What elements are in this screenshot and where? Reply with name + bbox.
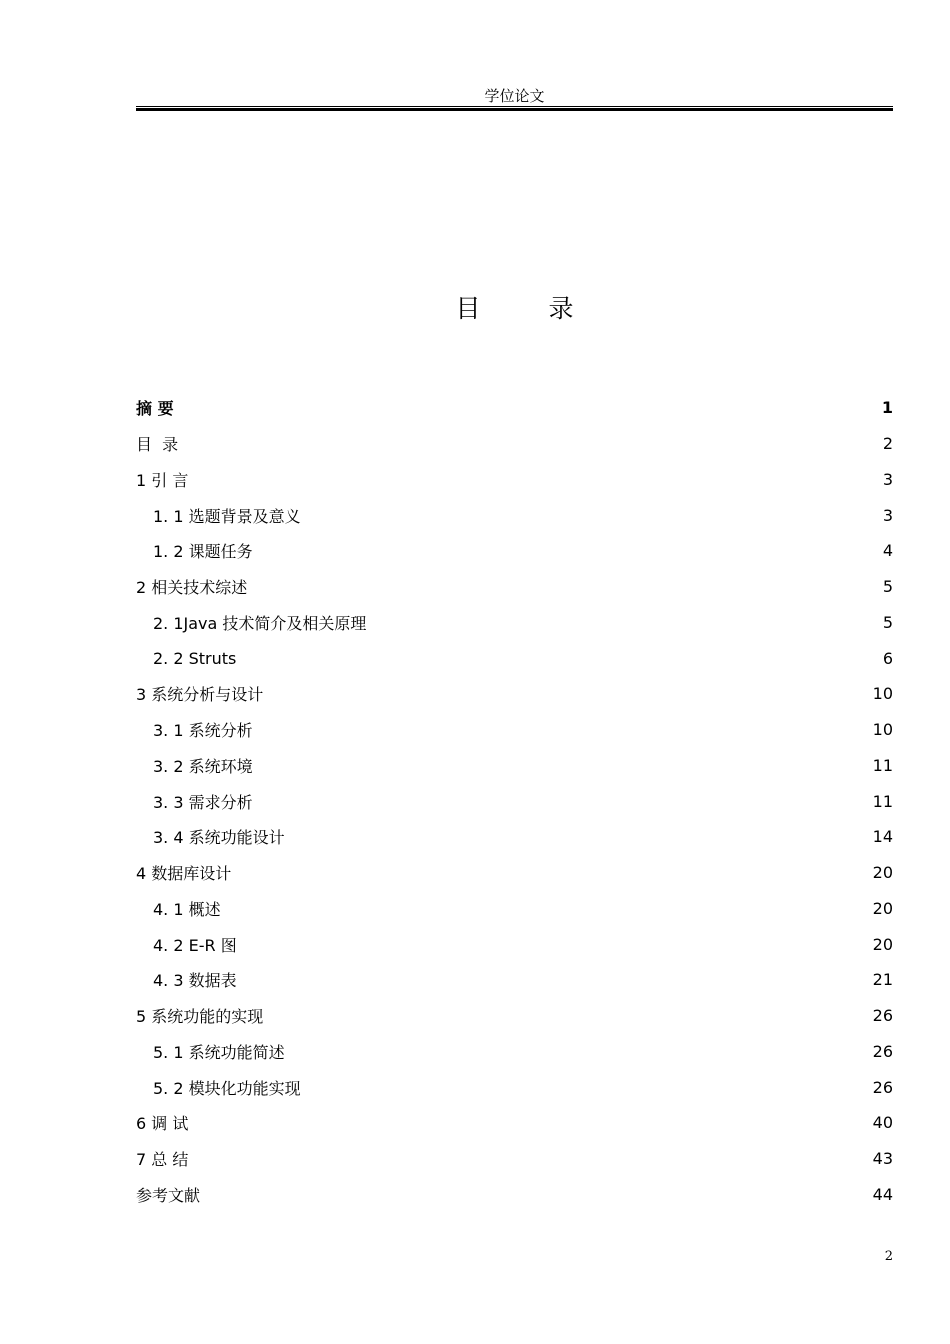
toc-entry-label: 5. 2 模块化功能实现 <box>153 1078 301 1098</box>
toc-entry[interactable] <box>136 569 893 605</box>
toc-entry-page: 10 <box>872 720 893 740</box>
toc-entry-label: 2 相关技术综述 <box>136 578 248 598</box>
toc-entry[interactable] <box>136 605 893 641</box>
toc-entry[interactable] <box>136 426 893 462</box>
toc-entry-page: 20 <box>872 863 893 883</box>
toc-entry-label: 参考文献 <box>136 1185 201 1205</box>
toc-entry-page: 1 <box>881 398 893 418</box>
toc-entry-page: 44 <box>872 1184 893 1204</box>
toc-entry[interactable] <box>136 855 893 891</box>
header-rule-thin <box>136 106 893 107</box>
toc-entry-label: 1. 1 选题背景及意义 <box>153 506 301 526</box>
toc-entry[interactable] <box>136 783 893 819</box>
toc-entry[interactable] <box>136 1177 893 1213</box>
toc-entry[interactable] <box>136 748 893 784</box>
toc-entry-page: 3 <box>882 505 893 525</box>
toc-entry[interactable] <box>136 462 893 498</box>
toc-entry-label: 5. 1 系统功能简述 <box>153 1042 285 1062</box>
toc-entry-label: 4. 2 E-R 图 <box>153 935 237 955</box>
toc-entry[interactable] <box>136 533 893 569</box>
toc-entry-label: 4. 3 数据表 <box>153 971 237 991</box>
toc-entry-label: 4. 1 概述 <box>153 899 221 919</box>
toc-entry-page: 26 <box>872 1006 893 1026</box>
toc-entry[interactable] <box>136 390 893 426</box>
toc-entry-label: 5 系统功能的实现 <box>136 1007 264 1027</box>
running-header: 学位论文 <box>484 87 545 105</box>
toc-entry[interactable] <box>136 1141 893 1177</box>
toc-entry-page: 26 <box>872 1077 893 1097</box>
toc-entry[interactable] <box>136 962 893 998</box>
toc-entry-page: 11 <box>872 755 893 775</box>
toc-entry-page: 14 <box>872 827 893 847</box>
toc-entry[interactable] <box>136 676 893 712</box>
toc-entry-label: 6 调 试 <box>136 1114 189 1134</box>
header-rule-thick <box>136 108 893 111</box>
toc-entry-page: 10 <box>872 684 893 704</box>
toc-entry-label: 3. 1 系统分析 <box>153 721 253 741</box>
toc-entry[interactable] <box>136 998 893 1034</box>
toc-entry-page: 5 <box>882 577 893 597</box>
toc-entry-label: 摘 要 <box>136 399 174 419</box>
toc-entry-label: 3. 3 需求分析 <box>153 792 253 812</box>
toc-title: 目 录 <box>455 294 604 323</box>
toc-entry-page: 3 <box>882 469 893 489</box>
toc-entry[interactable] <box>136 712 893 748</box>
toc-entry[interactable] <box>136 497 893 533</box>
toc-entry-label: 目 录 <box>136 435 179 455</box>
toc-entry[interactable] <box>136 1105 893 1141</box>
toc-entry-page: 40 <box>872 1113 893 1133</box>
toc-entry[interactable] <box>136 640 893 676</box>
toc-entry-label: 7 总 结 <box>136 1150 189 1170</box>
toc-entry-label: 2. 1Java 技术简介及相关原理 <box>153 613 367 633</box>
toc-entry-page: 20 <box>872 934 893 954</box>
toc-list <box>136 390 893 1212</box>
toc-entry[interactable] <box>136 891 893 927</box>
toc-entry-page: 20 <box>872 898 893 918</box>
toc-entry-page: 43 <box>872 1149 893 1169</box>
toc-entry-label: 3. 4 系统功能设计 <box>153 828 285 848</box>
toc-entry-label: 1. 2 课题任务 <box>153 542 253 562</box>
toc-entry-label: 3. 2 系统环境 <box>153 756 253 776</box>
toc-entry-page: 11 <box>872 791 893 811</box>
toc-entry-label: 2. 2 Struts <box>153 648 237 668</box>
page-number: 2 <box>884 1249 893 1264</box>
toc-entry-page: 21 <box>872 970 893 990</box>
toc-entry-label: 3 系统分析与设计 <box>136 685 264 705</box>
toc-entry-label: 1 引 言 <box>136 470 189 490</box>
toc-entry[interactable] <box>136 819 893 855</box>
toc-entry-page: 2 <box>882 434 893 454</box>
toc-entry[interactable] <box>136 926 893 962</box>
toc-entry-page: 26 <box>872 1041 893 1061</box>
toc-entry[interactable] <box>136 1034 893 1070</box>
toc-entry-page: 5 <box>882 612 893 632</box>
toc-entry[interactable] <box>136 1069 893 1105</box>
toc-entry-page: 4 <box>882 541 893 561</box>
toc-entry-page: 6 <box>882 648 893 668</box>
toc-entry-label: 4 数据库设计 <box>136 864 232 884</box>
